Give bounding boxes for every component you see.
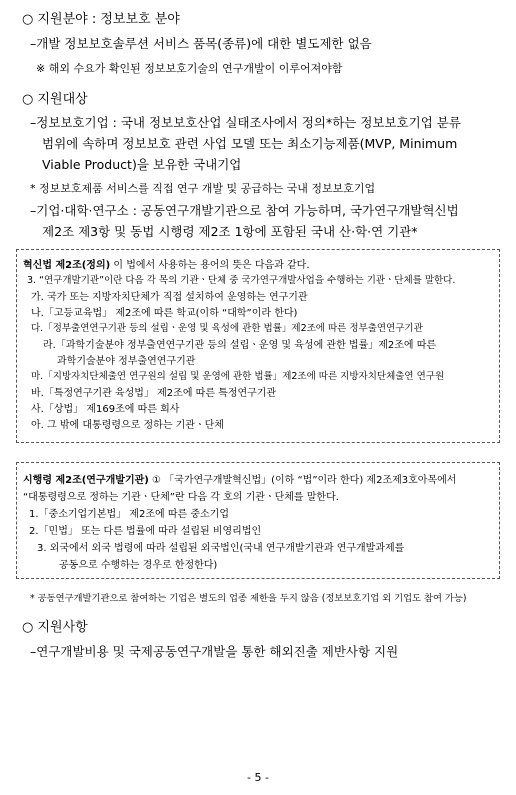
- enforcement-decree-line-2: “대통령령으로 정하는 기관ㆍ단체”란 다음 각 호의 기관ㆍ단체를 말한다.: [23, 492, 339, 503]
- innovation-act-item-na: 나.「고등교육법」 제2조에 따른 학교(이하 “대학”이라 한다): [31, 308, 298, 319]
- section-heading-support-items: ○ 지원사항: [22, 620, 88, 635]
- support-field-line: –개발 정보보호솔루션 서비스 품목(종류)에 대한 별도제한 없음: [30, 36, 372, 51]
- enforcement-decree-item-2: 2.「민법」 또는 다른 법률에 따라 설립된 비영리법인: [29, 526, 262, 537]
- enforcement-decree-item-3-line-2: 공동으로 수행하는 경우로 한정한다): [59, 560, 218, 571]
- eligibility-institution-line-2: 제2조 제3항 및 동법 시행령 제2조 1항에 포함된 국내 산·학·연 기관*: [42, 224, 418, 239]
- enforcement-decree-item-1: 1.「중소기업기본법」 제2조에 따른 중소기업: [29, 509, 229, 520]
- eligibility-star-note: * 정보보호제품 서비스를 직접 연구 개발 및 공급하는 국내 정보보호기업: [30, 182, 376, 195]
- enforcement-decree-box: [16, 462, 500, 579]
- eligibility-institution-line-1: –기업·대학·연구소 : 공동연구개발기관으로 참여 가능하며, 국가연구개발혁신법: [30, 203, 459, 218]
- innovation-act-item-a: 아. 그 밖에 대통령령으로 정하는 기관ㆍ단체: [31, 420, 224, 431]
- innovation-act-item-da: 다.「정부출연연구기관 등의 설립ㆍ운영 및 육성에 관한 법률」제2조에 따른 정부출연연구기관: [31, 323, 423, 334]
- innovation-act-item-ma: 마.「지방자치단체출연 연구원의 설립 및 운영에 관한 법률」제2조에 따른 지방자치단체출연 연구원: [31, 371, 445, 382]
- innovation-act-item-3: 3. “연구개발기관”이란 다음 각 목의 기관ㆍ단체 중 국가연구개발사업을 수행하는 기관ㆍ단체를 말한다.: [27, 275, 456, 286]
- innovation-act-item-ra-2: 과학기술분야 정부출연연구기관: [57, 356, 196, 367]
- page-number: - 5 -: [247, 771, 269, 784]
- support-field-note: ※ 해외 수요가 확인된 정보보호기술의 연구개발이 이루어져야함: [36, 62, 343, 75]
- enforcement-decree-item-3-line-1: 3. 외국에서 외국 법령에 따라 설립된 외국법인(국내 연구개발기관과 연구개발과제를: [37, 543, 405, 554]
- innovation-act-item-ga: 가. 국가 또는 지방자치단체가 직접 설치하여 운영하는 연구기관: [31, 292, 308, 303]
- support-items-line: –연구개발비용 및 국제공동연구개발을 통한 해외진출 제반사항 지원: [30, 644, 399, 659]
- joint-institution-footnote: * 공동연구개발기관으로 참여하는 기업은 별도의 업종 제한을 두지 않음 (정보보호기업 외 기업도 참여 가능): [30, 593, 467, 604]
- enforcement-decree-title: 시행령 제2조(연구개발기관) ① 「국가연구개발혁신법」(이하 “법”이라 한다) 제2조제3호아목에서: [23, 475, 457, 486]
- section-heading-eligibility: ○ 지원대상: [22, 92, 88, 107]
- eligibility-enterprise-line-1: –정보보호기업 : 국내 정보보호산업 실태조사에서 정의*하는 정보보호기업 분류: [30, 115, 461, 130]
- innovation-act-item-ra-1: 라.「과학기술분야 정부출연연구기관 등의 설립ㆍ운영 및 육성에 관한 법률」제2조에 따른: [43, 340, 437, 351]
- innovation-act-item-sa: 사.「상법」 제169조에 따른 회사: [31, 404, 180, 415]
- innovation-act-title: 혁신법 제2조(정의) 이 법에서 사용하는 용어의 뜻은 다음과 같다.: [23, 260, 310, 271]
- innovation-act-box: [16, 249, 500, 443]
- eligibility-enterprise-line-2: 범위에 속하며 정보보호 관련 사업 모델 또는 최소기능제품(MVP, Minimum: [42, 136, 458, 151]
- innovation-act-item-ba: 바.「특정연구기관 육성법」 제2조에 따른 특정연구기관: [31, 388, 277, 399]
- section-heading-support-field: ○ 지원분야 : 정보보호 분야: [22, 12, 180, 27]
- eligibility-enterprise-line-3: Viable Product)을 보유한 국내기업: [42, 157, 242, 172]
